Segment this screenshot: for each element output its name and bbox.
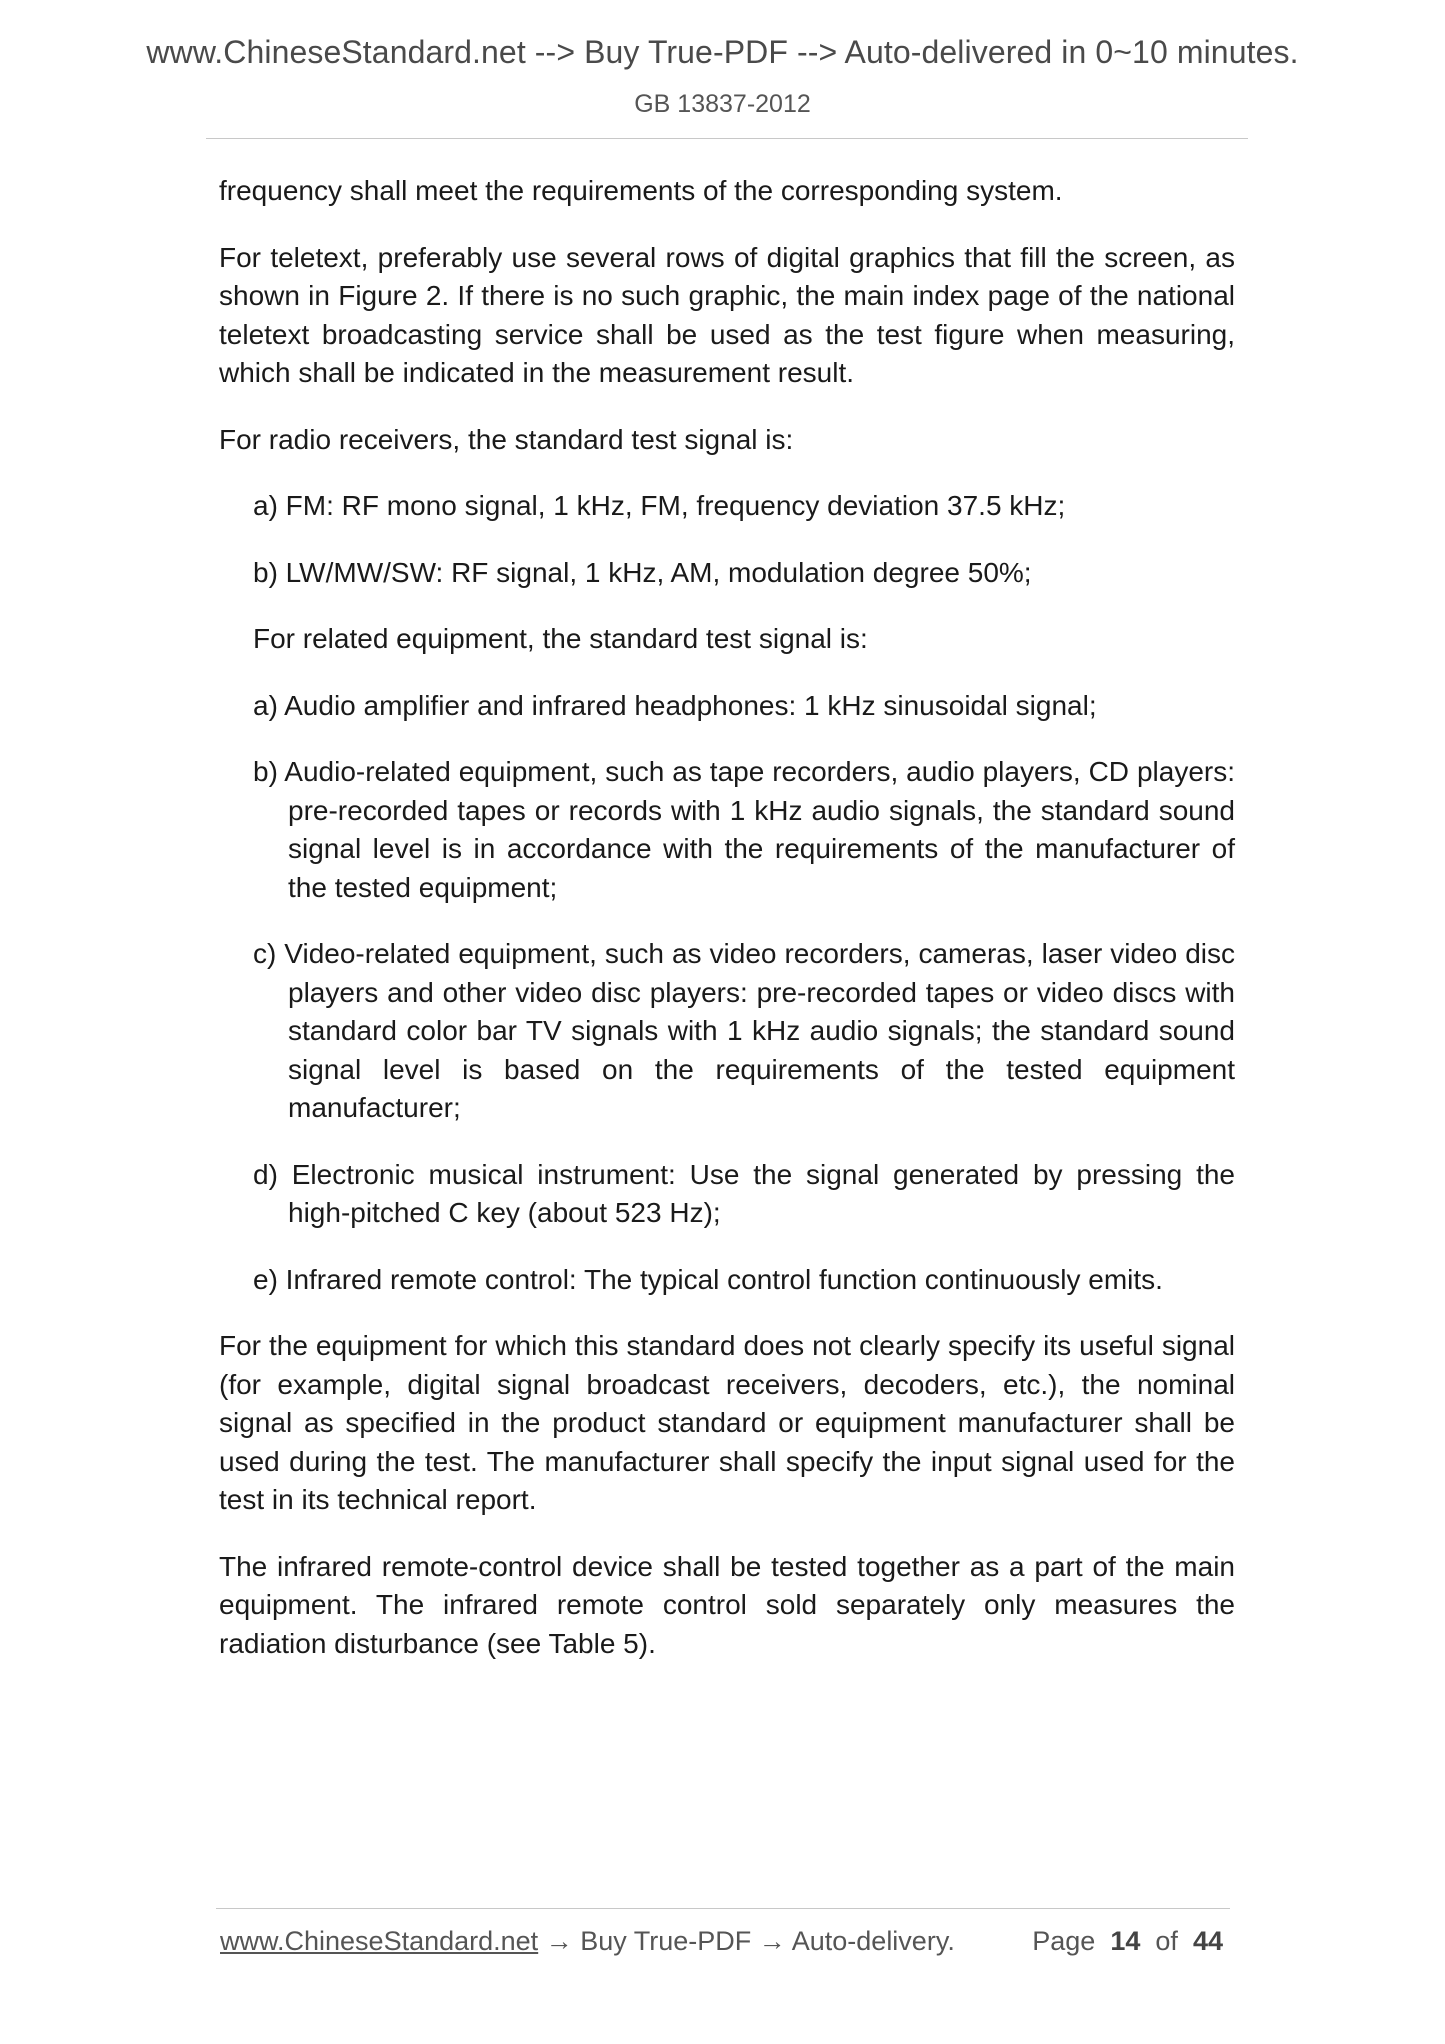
paragraph-nominal-signal: For the equipment for which this standard does not clearly specify its useful signal (for example, digital signal broadcast receivers, decoders, etc.), the nominal signal as specified in the product standard or equipment manufacturer shall be used during the test. The manufacturer shall specify the input signal used for the test in its technical report.: [219, 1330, 1235, 1515]
list-item-equipment-c: c) Video-related equipment, such as video recorders, cameras, laser video disc players and other video disc players: pre-recorded tapes or video discs with standard color bar TV signals with 1 kHz audio signals; the standard sound signal level is based on the requirements of the tested equipment manufacturer;: [253, 938, 1235, 1123]
footer-promo: [220, 1926, 955, 1957]
footer-divider: [216, 1908, 1230, 1909]
total-page-count: 44: [1192, 1926, 1223, 1956]
paragraph-frequency: frequency shall meet the requirements of the corresponding system.: [219, 175, 1063, 206]
list-item-equipment-a: a) Audio amplifier and infrared headphones: 1 kHz sinusoidal signal;: [253, 689, 1097, 721]
page-label: Page: [1032, 1926, 1096, 1956]
page-indicator: [1032, 1926, 1223, 1957]
page-body: [219, 172, 1235, 1663]
paragraph-teletext: For teletext, preferably use several rows of digital graphics that fill the screen, as shown in Figure 2. If there is no such graphic, the main index page of the national teletext broadcasting service shall be used as the test figure when measuring, which shall be indicated in the measurement result.: [219, 241, 1235, 388]
footer-promo-text: → Buy True-PDF → Auto-delivery.: [538, 1926, 955, 1956]
page-of-label: of: [1155, 1926, 1178, 1956]
paragraph-equipment-intro: For related equipment, the standard test signal is:: [253, 623, 868, 654]
list-item-equipment-d: d) Electronic musical instrument: Use the signal generated by pressing the high-pitched C key (about 523 Hz);: [253, 1158, 1235, 1228]
current-page-number: 14: [1110, 1926, 1141, 1956]
paragraph-infrared-remote: The infrared remote-control device shall be tested together as a part of the main equipment. The infrared remote control sold separately only measures the radiation disturbance (see Table 5).: [219, 1550, 1235, 1659]
header-divider: [206, 138, 1248, 139]
paragraph-radio-intro: For radio receivers, the standard test signal is:: [219, 423, 794, 455]
document-code: GB 13837-2012: [634, 90, 811, 118]
list-item-radio-a: a) FM: RF mono signal, 1 kHz, FM, frequency deviation 37.5 kHz;: [253, 490, 1066, 521]
footer-site-link[interactable]: www.ChineseStandard.net: [220, 1926, 539, 1956]
list-item-equipment-e: e) Infrared remote control: The typical control function continuously emits.: [253, 1263, 1163, 1295]
top-banner: www.ChineseStandard.net --> Buy True-PDF --> Auto-delivered in 0~10 minutes.: [146, 34, 1299, 70]
list-item-equipment-b: b) Audio-related equipment, such as tape recorders, audio players, CD players: pre-recorded tapes or records with 1 kHz audio signals, the standard sound signal level is in accordance with the requirements of the manufacturer of the tested equipment;: [253, 756, 1235, 903]
list-item-radio-b: b) LW/MW/SW: RF signal, 1 kHz, AM, modulation degree 50%;: [253, 556, 1032, 588]
